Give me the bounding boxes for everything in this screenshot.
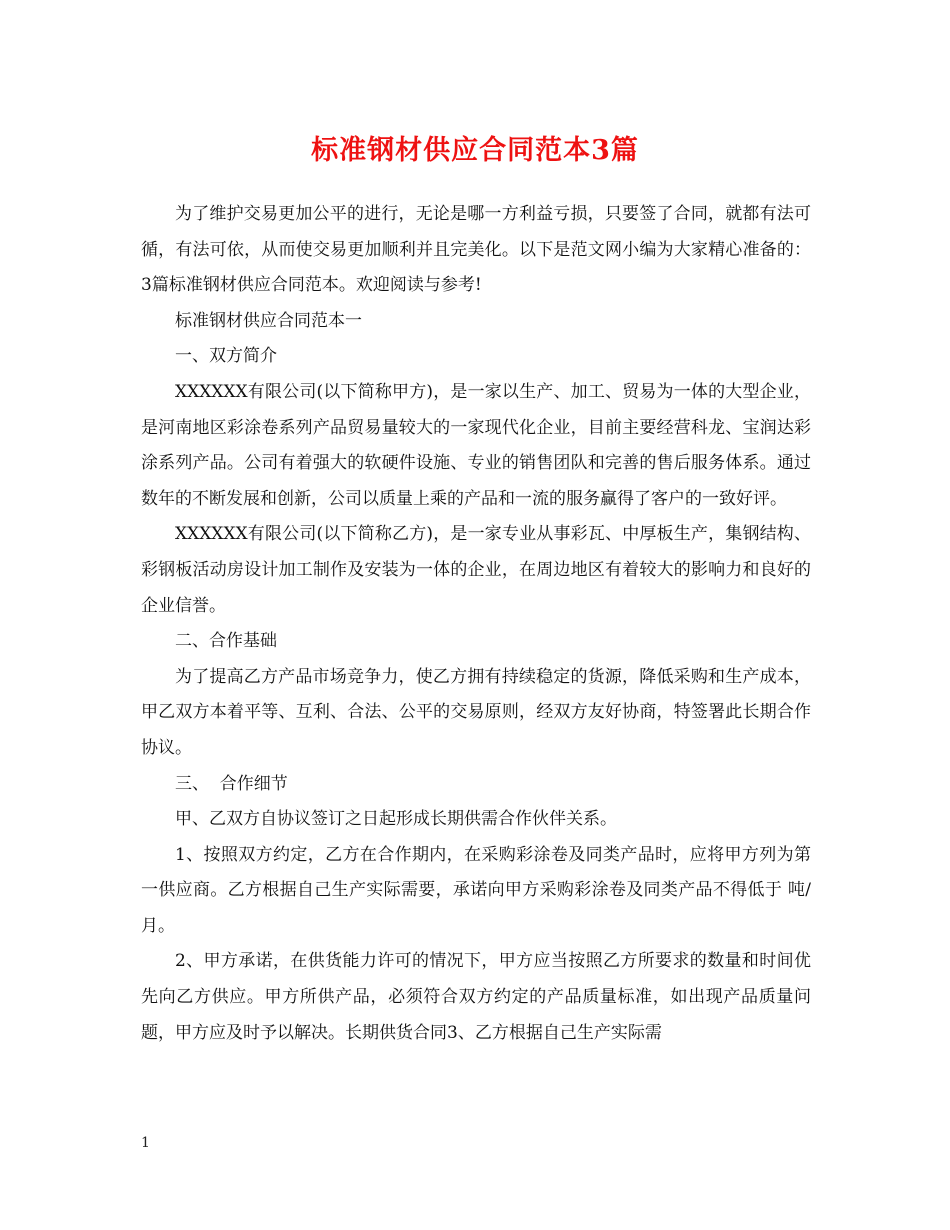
section-heading-parties: 一、双方简介 [175, 346, 277, 367]
paragraph-clause-1: 1、按照双方约定，乙方在合作期内，在采购彩涂卷及同类产品时，应将甲方列为第一供应商。乙方根据自己生产实际需要，承诺向甲方采购彩涂卷及同类产品不得低于 吨/月。 [141, 844, 811, 936]
document-body [141, 197, 811, 1051]
section-heading-details: 三、 合作细节 [175, 773, 288, 794]
document-title: 标准钢材供应合同范本3篇 [311, 135, 639, 166]
section-heading-basis: 二、合作基础 [175, 631, 277, 652]
page-number: 1 [141, 1135, 150, 1151]
paragraph-party-a: XXXXXX有限公司(以下简称甲方)，是一家以生产、加工、贸易为一体的大型企业，是河南地区彩涂卷系列产品贸易量较大的一家现代化企业，目前主要经营科龙、宝润达彩涂系列产品。公司有着强大的软硬件设施、专业的销售团队和完善的售后服务体系。通过数年的不断发展和创新，公司以质量上乘的产品和一流的服务赢得了客户的一致好评。 [141, 381, 811, 509]
paragraph-partnership: 甲、乙双方自协议签订之日起形成长期供需合作伙伴关系。 [175, 809, 617, 830]
paragraph-intro: 为了维护交易更加公平的进行，无论是哪一方利益亏损，只要签了合同，就都有法可循，有法可依，从而使交易更加顺利并且完美化。以下是范文网小编为大家精心准备的：3篇标准钢材供应合同范本。欢迎阅读与参考! [141, 204, 811, 296]
paragraph-basis: 为了提高乙方产品市场竞争力，使乙方拥有持续稳定的货源，降低采购和生产成本，甲乙双方本着平等、互利、合法、公平的交易原则，经双方友好协商，特签署此长期合作协议。 [141, 666, 811, 758]
paragraph-party-b: XXXXXX有限公司(以下简称乙方)，是一家专业从事彩瓦、中厚板生产，集钢结构、彩钢板活动房设计加工制作及安装为一体的企业，在周边地区有着较大的影响力和良好的企业信誉。 [141, 524, 811, 616]
paragraph-clause-2: 2、甲方承诺，在供货能力许可的情况下，甲方应当按照乙方所要求的数量和时间优先向乙方供应。甲方所供产品，必须符合双方约定的产品质量标准，如出现产品质量问题，甲方应及时予以解决。长期供货合同3、乙方根据自己生产实际需 [141, 951, 811, 1043]
section-heading-contract-one: 标准钢材供应合同范本一 [175, 310, 362, 331]
